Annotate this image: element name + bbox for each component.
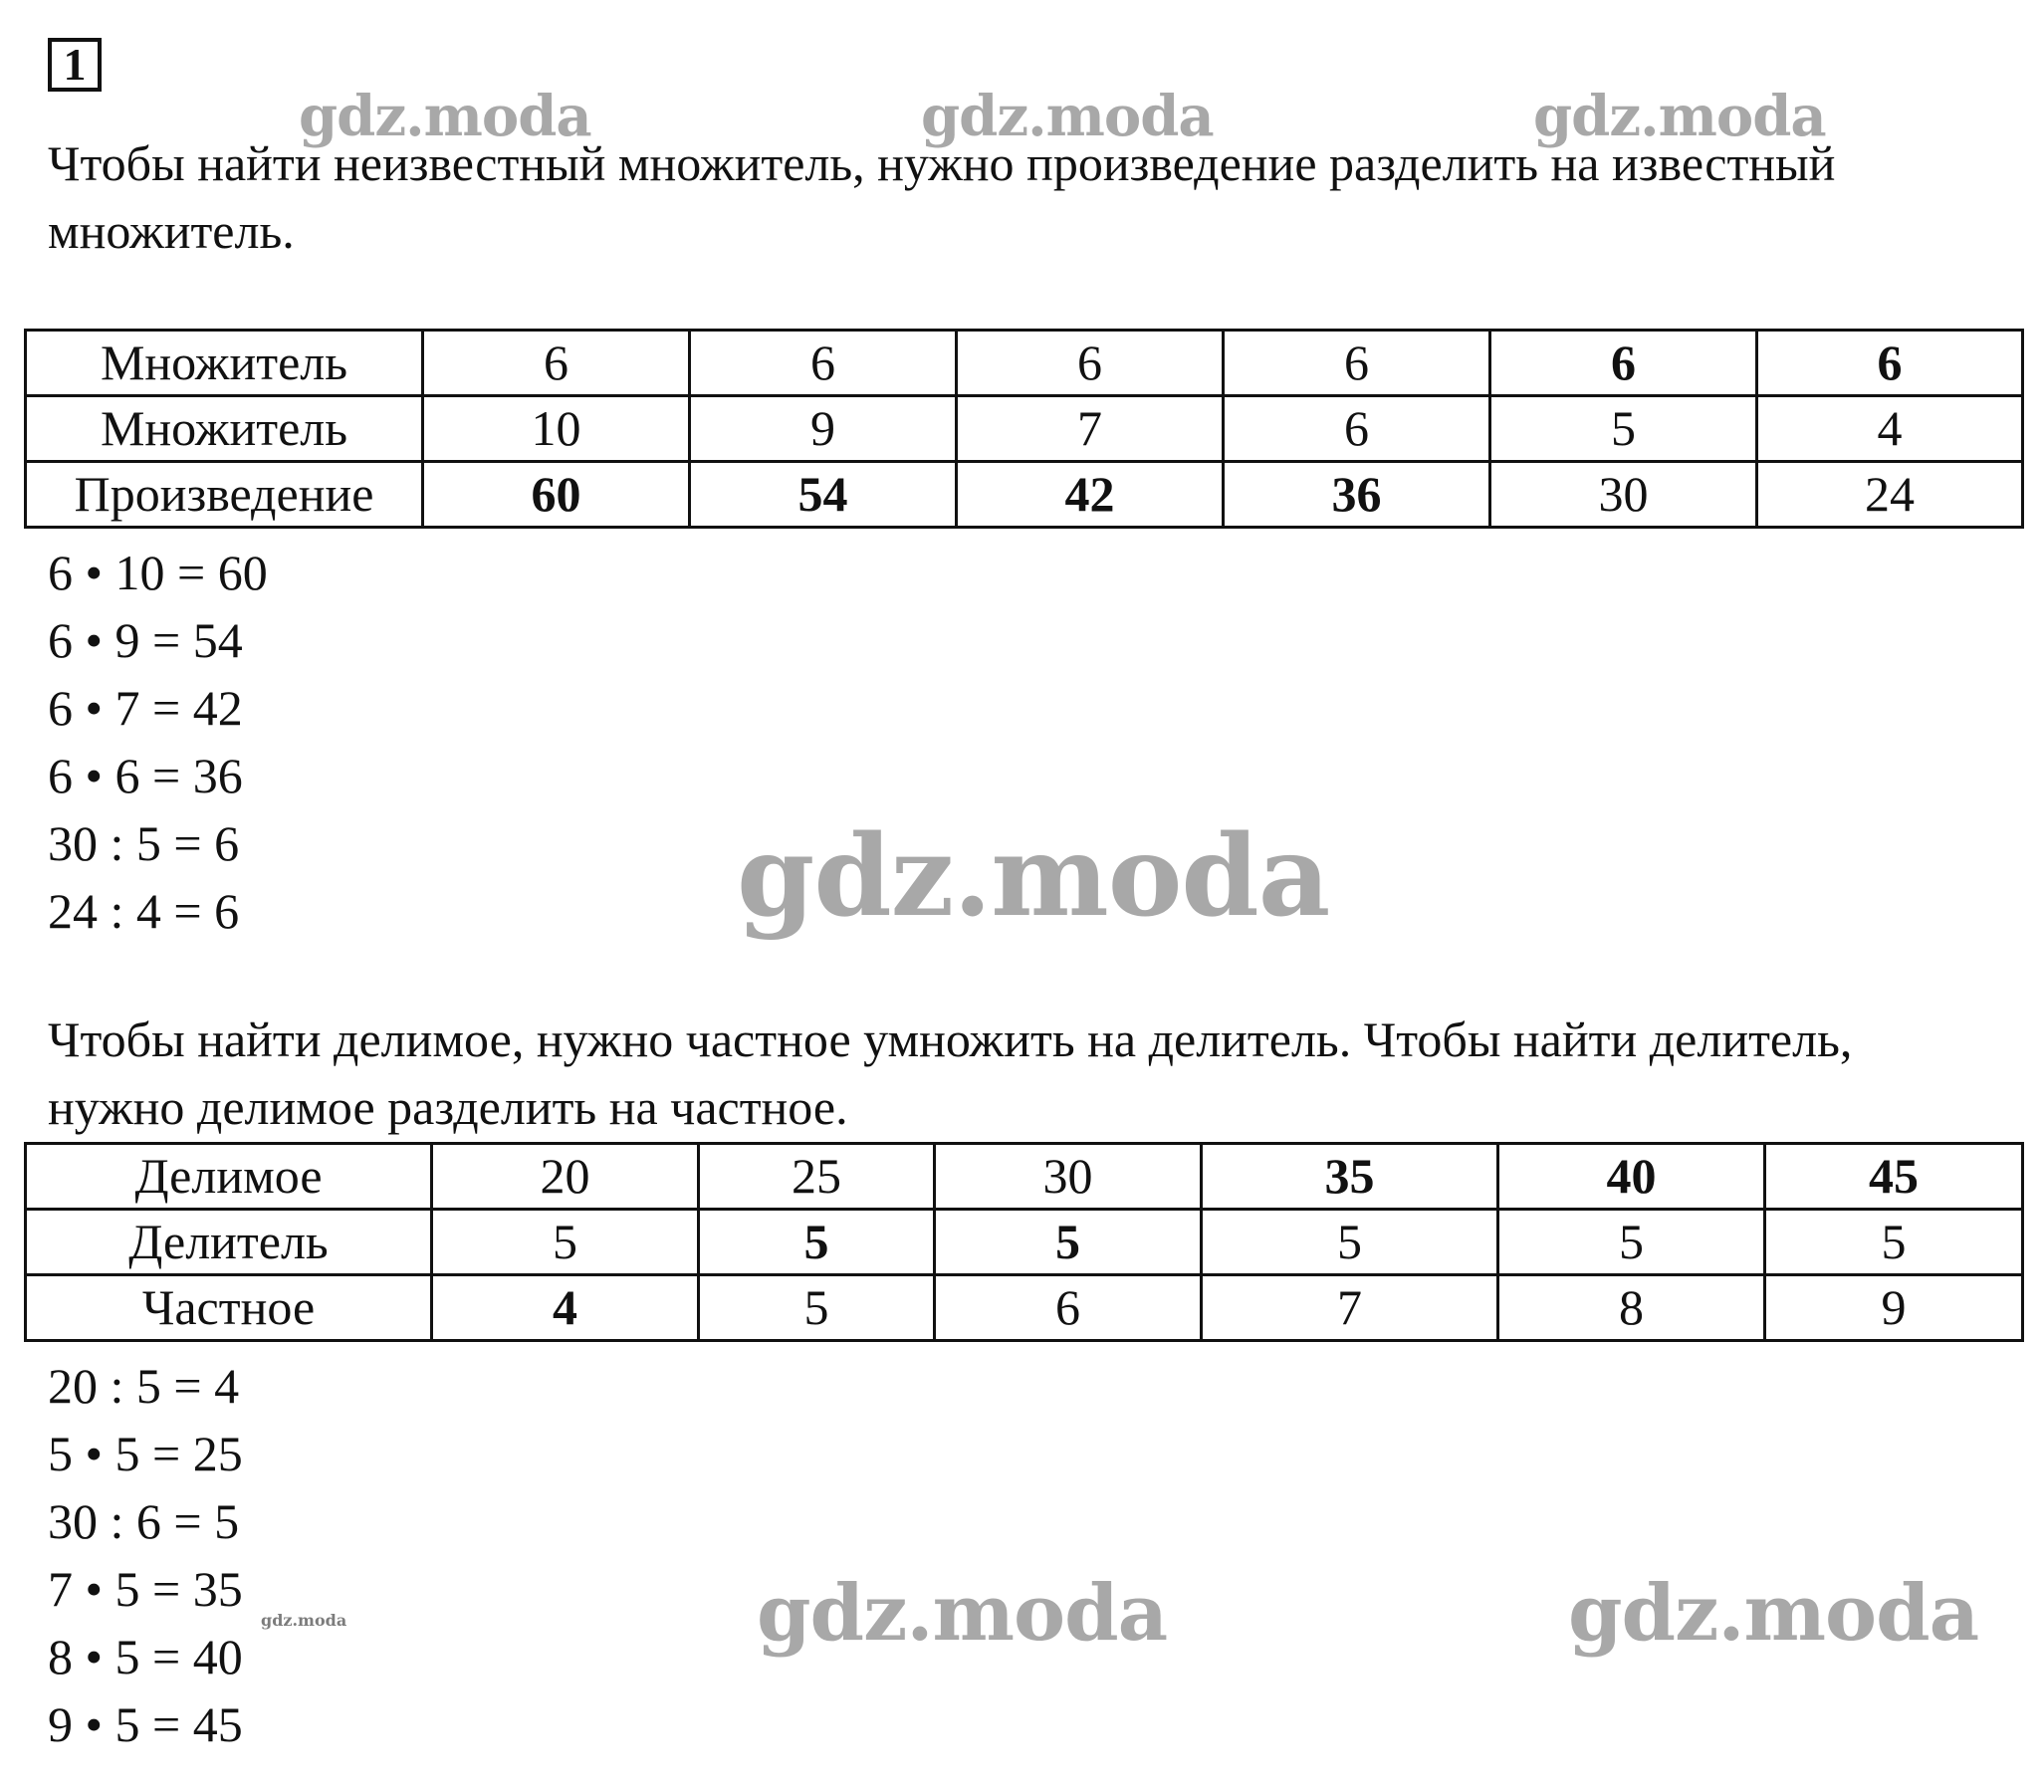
table-cell: 6	[1224, 331, 1490, 396]
equation-line: 6 • 7 = 42	[48, 680, 243, 736]
multiplication-table	[24, 329, 2024, 529]
table-cell: 9	[690, 396, 957, 462]
task-number-box: 1	[48, 38, 102, 92]
table-cell: 7	[957, 396, 1224, 462]
equation-line: 6 • 6 = 36	[48, 748, 243, 803]
table-cell: 45	[1765, 1144, 2023, 1210]
table-cell: 6	[1224, 396, 1490, 462]
table-cell: 6	[1490, 331, 1757, 396]
table-cell: 6	[957, 331, 1224, 396]
table-cell: 8	[1498, 1275, 1765, 1341]
watermark: gdz.moda	[299, 84, 591, 149]
equation-line: 6 • 10 = 60	[48, 545, 268, 600]
table-cell: 6	[423, 331, 690, 396]
table-cell: 5	[935, 1210, 1202, 1275]
equation-list-2	[48, 1352, 243, 1758]
table-cell: 54	[690, 462, 957, 528]
table-row	[26, 396, 2023, 462]
table-cell: 9	[1765, 1275, 2023, 1341]
equation-line: 7 • 5 = 35	[48, 1561, 243, 1617]
table-cell: 10	[423, 396, 690, 462]
table-cell: 30	[1490, 462, 1757, 528]
table-cell: 5	[1202, 1210, 1498, 1275]
table-cell: 4	[432, 1275, 699, 1341]
table-cell: 36	[1224, 462, 1490, 528]
watermark: gdz.moda	[261, 1611, 347, 1630]
row-label: Делимое	[26, 1144, 432, 1210]
table-cell: 5	[1765, 1210, 2023, 1275]
row-label: Частное	[26, 1275, 432, 1341]
table-cell: 6	[690, 331, 957, 396]
equation-line: 9 • 5 = 45	[48, 1696, 243, 1752]
watermark: gdz.moda	[757, 1568, 1168, 1659]
equation-line: 5 • 5 = 25	[48, 1426, 243, 1481]
row-label: Делитель	[26, 1210, 432, 1275]
equation-line: 8 • 5 = 40	[48, 1629, 243, 1684]
equation-list-1	[48, 539, 268, 945]
watermark: gdz.moda	[921, 84, 1214, 149]
watermark: gdz.moda	[737, 811, 1330, 942]
table-row	[26, 331, 2023, 396]
table-row	[26, 1210, 2023, 1275]
table-cell: 5	[432, 1210, 699, 1275]
division-table	[24, 1142, 2024, 1342]
table-cell: 25	[699, 1144, 935, 1210]
table-cell: 35	[1202, 1144, 1498, 1210]
table-cell: 24	[1757, 462, 2023, 528]
equation-line: 6 • 9 = 54	[48, 612, 243, 668]
table-cell: 20	[432, 1144, 699, 1210]
watermark: gdz.moda	[1533, 84, 1826, 149]
table-cell: 6	[1757, 331, 2023, 396]
row-label: Множитель	[26, 331, 423, 396]
table-cell: 60	[423, 462, 690, 528]
equation-line: 30 : 5 = 6	[48, 815, 240, 871]
table-cell: 42	[957, 462, 1224, 528]
row-label: Множитель	[26, 396, 423, 462]
table-row	[26, 1144, 2023, 1210]
equation-line: 20 : 5 = 4	[48, 1358, 240, 1414]
equation-line: 30 : 6 = 5	[48, 1493, 240, 1549]
table-cell: 40	[1498, 1144, 1765, 1210]
table-cell: 5	[1490, 396, 1757, 462]
rule-text-division: Чтобы найти делимое, нужно частное умножить на делитель. Чтобы найти делитель, нужно делимое разделить на частное.	[48, 1011, 1853, 1135]
table-cell: 7	[1202, 1275, 1498, 1341]
table-cell: 6	[935, 1275, 1202, 1341]
row-label: Произведение	[26, 462, 423, 528]
table-row	[26, 462, 2023, 528]
table-cell: 30	[935, 1144, 1202, 1210]
table-cell: 4	[1757, 396, 2023, 462]
table-cell: 5	[699, 1275, 935, 1341]
watermark: gdz.moda	[1568, 1568, 1979, 1659]
equation-line: 24 : 4 = 6	[48, 883, 240, 939]
table-cell: 5	[699, 1210, 935, 1275]
rule-text-multiplier: Чтобы найти неизвестный множитель, нужно произведение разделить на известный множитель.	[48, 135, 1836, 259]
table-row	[26, 1275, 2023, 1341]
table-cell: 5	[1498, 1210, 1765, 1275]
